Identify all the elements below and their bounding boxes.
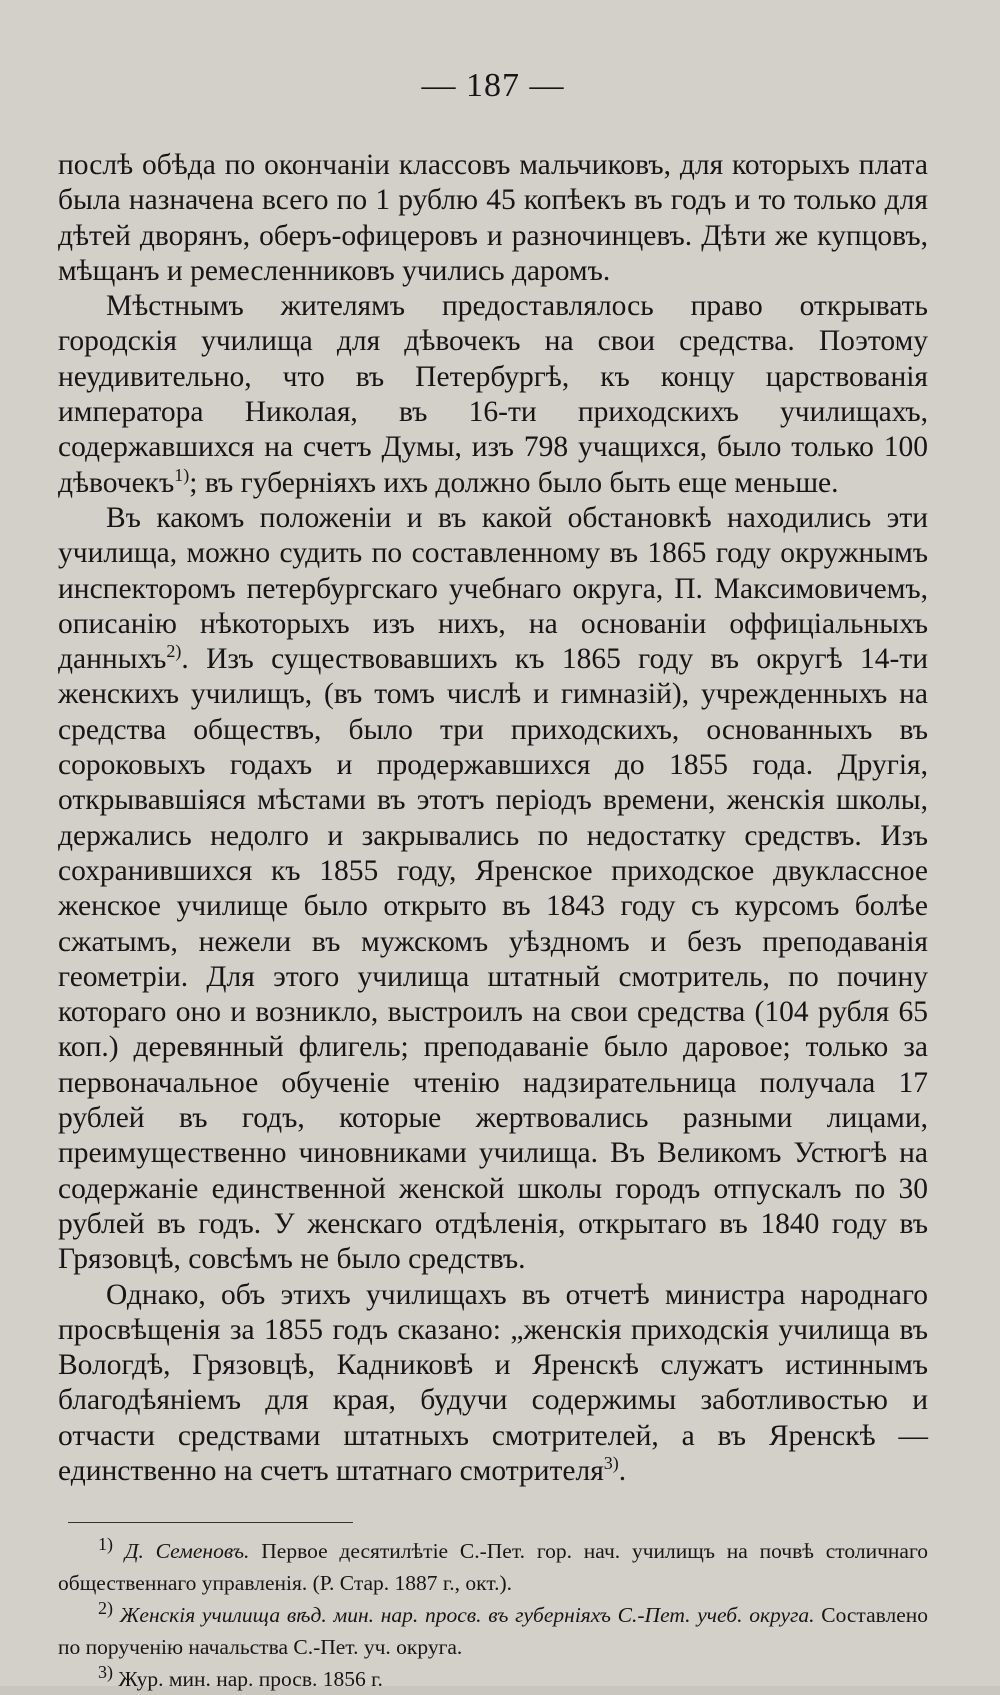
paragraph-4 [58,1278,928,1490]
paragraph-2-tail: ; въ губерніяхъ ихъ должно было быть еще меньше. [189,466,839,499]
paragraph-3 [58,501,928,1278]
paragraph-2-text: Мѣстнымъ жителямъ предоставлялось право открывать городскія училища для дѣвочекъ на свои средства. Поэтому неудивительно, что въ Петербургѣ, къ концу царствованія императора Николая, въ 16-ти приходскихъ училищахъ, содержавшихся на счетъ Думы, изъ 798 учащихся, было только 100 дѣвочекъ [58,290,928,499]
footnote-divider [68,1522,353,1523]
footnote-2-title: Женскія училища вѣд. мин. нар. просв. въ губерніяхъ С.-Пет. учеб. округа. [119,1603,815,1628]
paragraph-4-tail: . [618,1454,627,1487]
footnote-2 [58,1599,928,1663]
paragraph-1 [58,148,928,289]
footnote-ref-2: 2) [166,641,182,662]
footnotes [58,1535,928,1695]
paragraph-4-text: Однако, объ этихъ училищахъ въ отчетѣ министра народнаго просвѣщенія за 1855 годъ сказано: „женскія приходскія училища въ Вологдѣ, Грязовцѣ, Кадниковѣ и Яренскѣ служатъ истиннымъ благодѣяніемъ для края, будучи содержимы заботливостью и отчасти средствами штатныхъ смотрителей, а въ Яренскѣ — единственно на счетъ штатнаго смотрителя [58,1278,928,1487]
paragraph-3-text: Въ какомъ положеніи и въ какой обстановкѣ находились эти училища, можно судить по составленному въ 1865 году окружнымъ инспекторомъ петербургскаго учебнаго округа, П. Максимовичемъ, описанію нѣкоторыхъ изъ нихъ, на основаніи оффиціальныхъ данныхъ [58,501,928,676]
footnote-1 [58,1535,928,1599]
paragraph-1-text: послѣ обѣда по окончаніи классовъ мальчиковъ, для которыхъ плата была назначена всего по 1 рублю 45 копѣекъ въ годъ и то только для дѣтей дворянъ, оберъ-офицеровъ и разночинцевъ. Дѣти же купцовъ, мѣщанъ и ремесленниковъ учились даромъ. [58,149,928,287]
footnote-2-text: Составлено по порученію начальства С.-Пет. уч. округа. [58,1603,929,1660]
paragraph-3-tail: . Изъ существовавшихъ къ 1865 году въ округѣ 14-ти женскихъ училищъ, (въ томъ числѣ и гимназій), учрежденныхъ на средства обществъ, было три приходскихъ, основанныхъ въ сороковыхъ годахъ и продержавшихся до 1855 года. Другія, открывавшіяся мѣстами въ этотъ періодъ времени, женскія школы, держались недолго и закрывались по недостатку средствъ. Изъ сохранившихся къ 1855 году, Яренское приходское двуклассное женское училище было открыто въ 1843 году съ курсомъ болѣе сжатымъ, нежели въ мужскомъ уѣздномъ и безъ преподаванія геометріи. Для этого училища штатный смотритель, по почину котораго оно и возникло, выстроилъ на свои средства (104 рубля 65 коп.) деревянный флигель; преподаваніе было даровое; только за первоначальное обученіе чтенію надзирательница получала 17 рублей въ годъ, которые жертвовались разными лицами, преимущественно чиновниками училища. Въ Великомъ Устюгѣ на содержаніе единственной женской школы городъ отпускалъ по 30 рублей въ годъ. У женскаго отдѣленія, открытаго въ 1840 году въ Грязовцѣ, совсѣмъ не было средствъ. [58,643,928,1276]
footnote-1-text: Первое десятилѣтіе С.-Пет. гор. нач. училищъ на почвѣ столичнаго общественнаго управленія. (Р. Стар. 1887 г., окт.). [58,1539,929,1596]
footnote-1-mark: 1) [98,1534,113,1555]
footnote-ref-3: 3) [603,1453,619,1474]
page-number: — 187 — [421,67,565,104]
footnote-3 [58,1663,928,1695]
main-text [58,148,928,1489]
paragraph-2 [58,289,928,501]
footnote-2-mark: 2) [98,1598,113,1619]
footnote-3-text: Жур. мин. нар. просв. 1856 г. [113,1667,383,1692]
footnote-1-author: Д. Семеновъ. [124,1539,250,1564]
footnote-ref-1: 1) [174,464,190,485]
footnote-3-mark: 3) [98,1662,113,1683]
